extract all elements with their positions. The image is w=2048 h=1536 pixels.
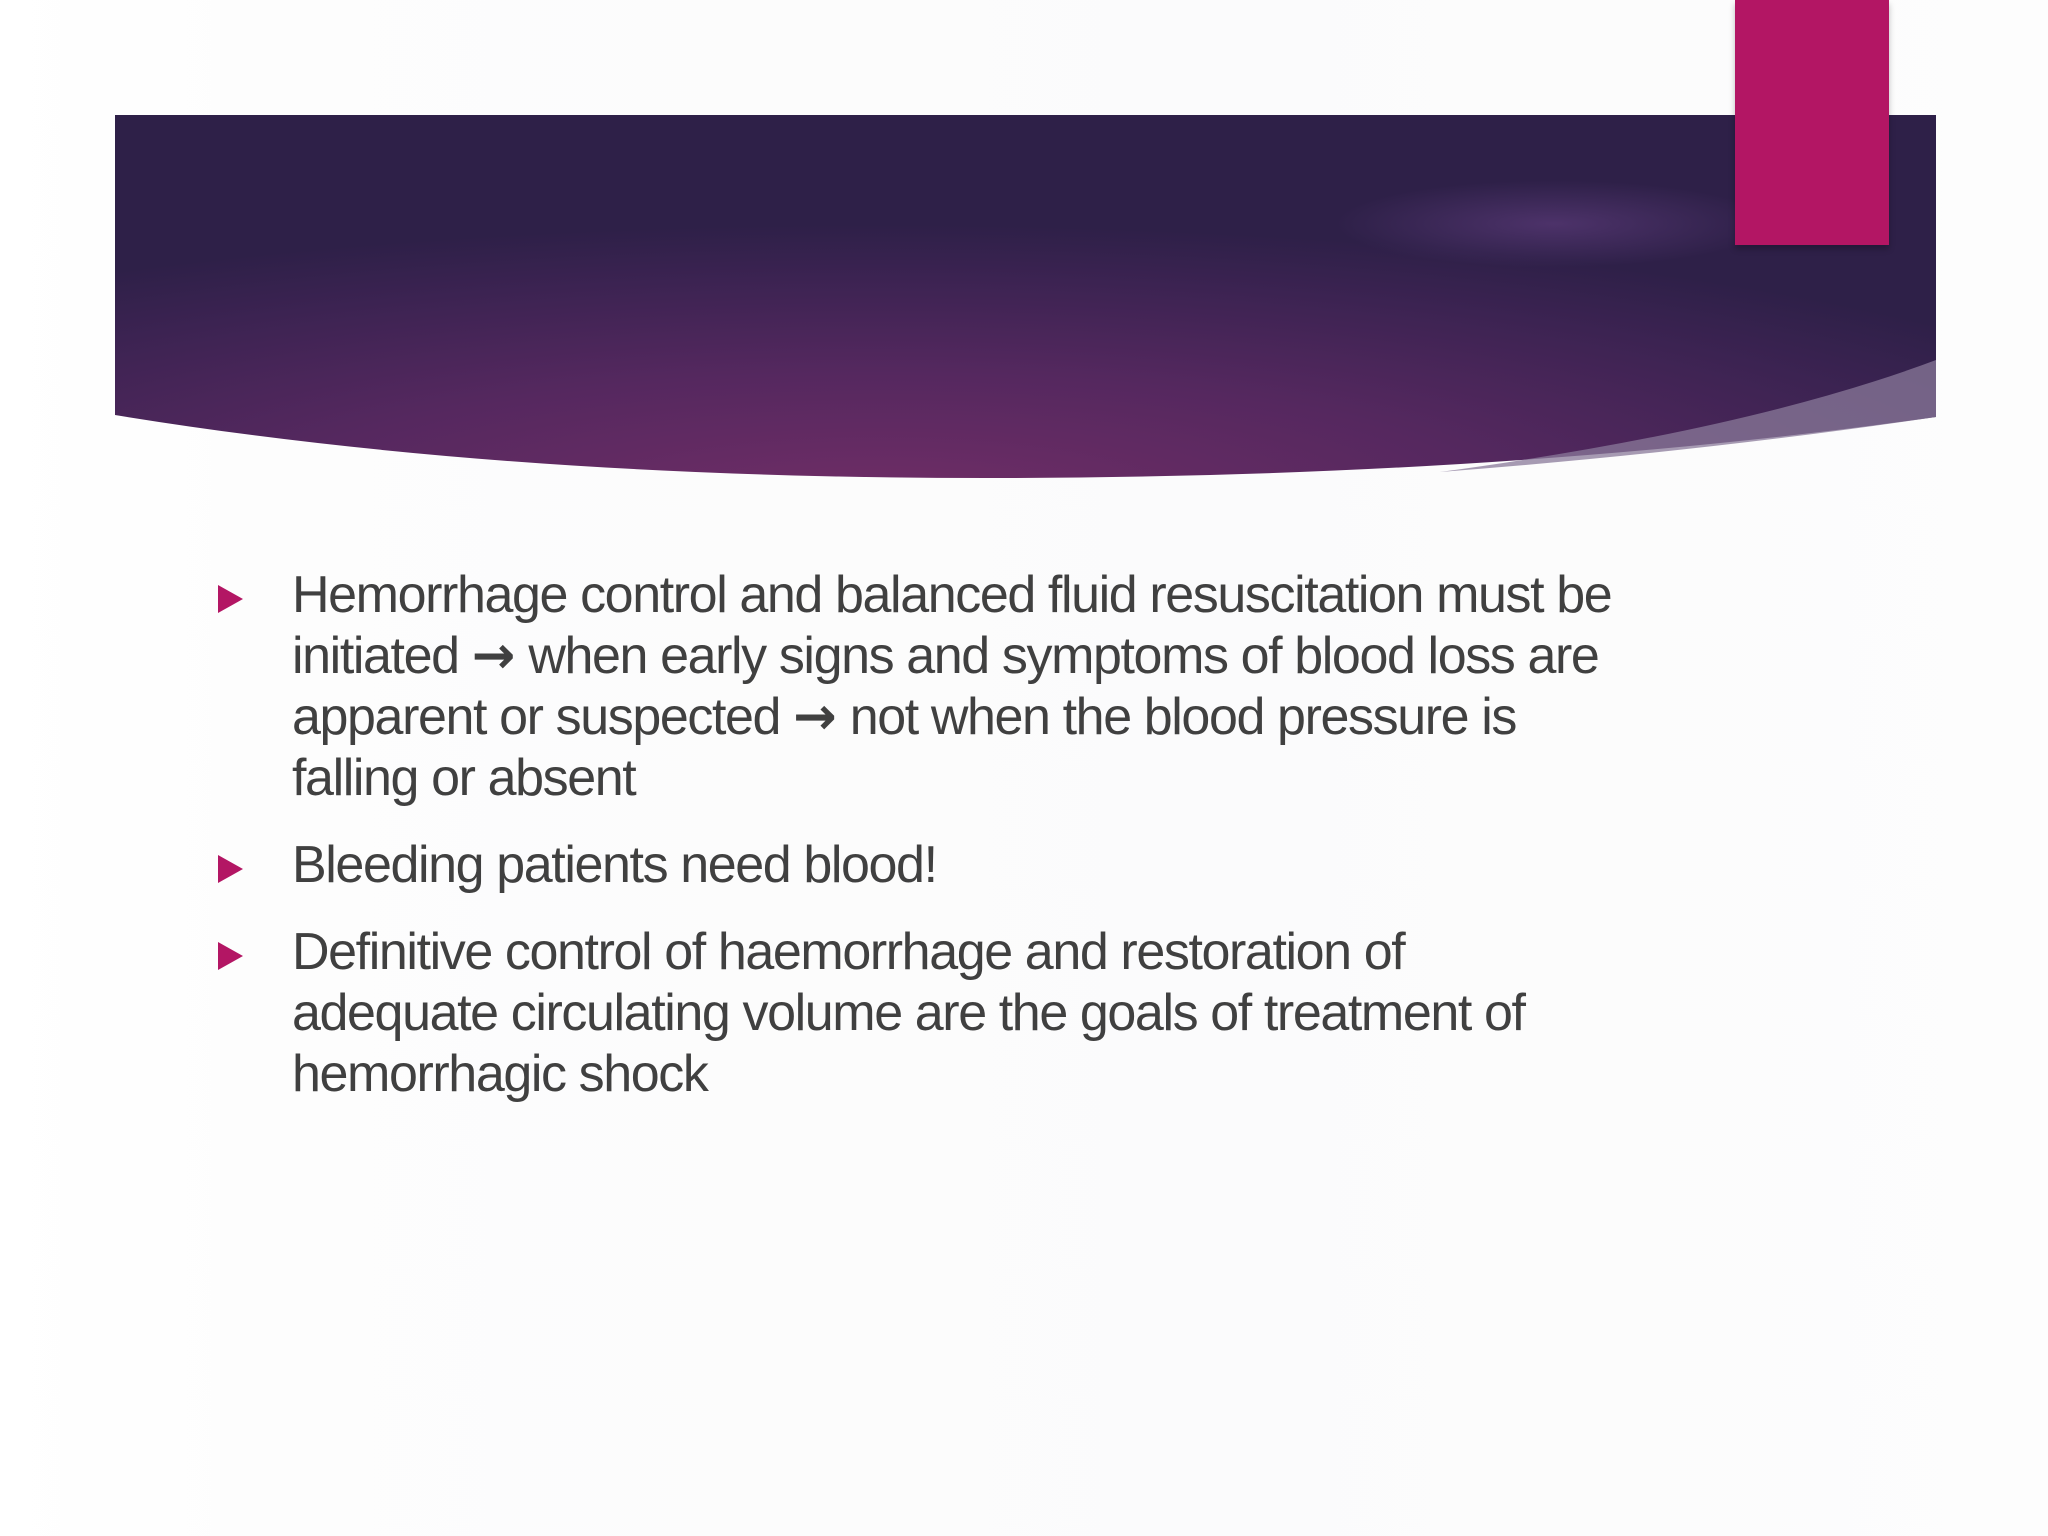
- bullet-text-segment: when early signs and symptoms of blood loss are apparent or suspected: [292, 627, 1599, 746]
- bullet-text: [292, 566, 1611, 807]
- right-arrow-icon: →: [471, 626, 516, 686]
- right-arrow-icon: →: [793, 687, 837, 747]
- bullet-triangle-icon: [218, 942, 243, 970]
- bullet-text-segment: Definitive control of haemorrhage and restoration of adequate circulating volume are the goals of treatment of hemorrhagic shock: [292, 923, 1525, 1103]
- bullet-item: [212, 922, 1612, 1105]
- bullet-item: [212, 565, 1612, 809]
- bullet-triangle-icon: [218, 585, 243, 613]
- bullet-triangle-icon: [218, 855, 243, 883]
- bullet-text: [292, 836, 937, 894]
- bullet-text: [292, 923, 1525, 1103]
- bullet-list: [212, 565, 1612, 1131]
- bullet-text-segment: Bleeding patients need blood!: [292, 836, 937, 894]
- accent-tab: [1735, 0, 1889, 245]
- bullet-text-segment: not when the blood pressure is falling or absent: [292, 688, 1516, 807]
- bullet-text-segment: Hemorrhage control and balanced fluid resuscitation must be initiated: [292, 566, 1612, 685]
- bullet-item: [212, 835, 1612, 896]
